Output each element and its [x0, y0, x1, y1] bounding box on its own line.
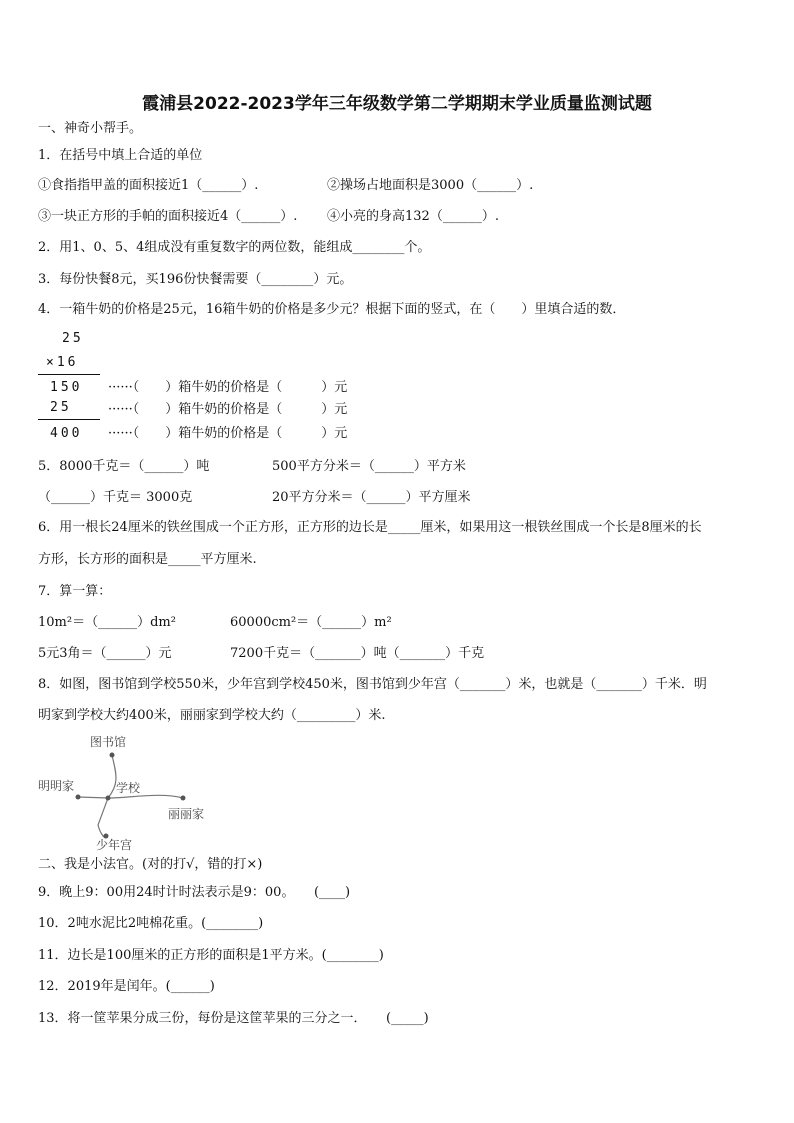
q7-item-c: 5元3角＝（______）元 — [38, 646, 172, 661]
q7-item-a: 10m²＝（______）dm² — [38, 615, 176, 630]
road-mingming-lili — [78, 795, 183, 798]
q8-line-1: 8．如图，图书馆到学校550米，少年宫到学校450米，图书馆到少年宫（_______）米，也就是（_______）千米．明 — [38, 677, 707, 692]
q7-stem: 7．算一算： — [38, 584, 112, 599]
label-mingming: 明明家 — [38, 779, 75, 793]
calc-note-3: ······（ ）箱牛奶的价格是（ ）元 — [108, 426, 348, 441]
q11-text: 11．边长是100厘米的正方形的面积是1平方米。(________) — [38, 948, 384, 963]
q5-item-b: 500平方分米＝（______）平方米 — [272, 459, 466, 474]
location-map — [30, 728, 230, 854]
q6-line-2: 方形，长方形的面积是_____平方厘米. — [38, 552, 257, 567]
q9-text: 9．晚上9：00用24时计时法表示是9：00。 (____) — [38, 885, 351, 900]
label-library: 图书馆 — [90, 735, 127, 749]
label-lili: 丽丽家 — [168, 807, 205, 821]
calc-rule-2 — [38, 419, 100, 420]
q1-item-b: ②操场占地面积是3000（______）. — [327, 178, 534, 193]
q6-line-1: 6．用一根长24厘米的铁丝围成一个正方形，正方形的边长是_____厘米，如果用这一根铁丝围成一个长是8厘米的长 — [38, 520, 702, 535]
q1-stem: 1．在括号中填上合适的单位 — [38, 148, 203, 163]
label-school: 学校 — [116, 781, 141, 795]
calc-note-1: ······（ ）箱牛奶的价格是（ ）元 — [108, 380, 348, 395]
q2-text: 2．用1、0、5、4组成没有重复数字的两位数，能组成________个。 — [38, 240, 431, 255]
q10-text: 10．2吨水泥比2吨棉花重。(________) — [38, 916, 264, 931]
q1-item-c: ③一块正方形的手帕的面积接近4（______）. — [38, 209, 298, 224]
school-dot — [106, 796, 111, 801]
q8-line-2: 明家到学校大约400米，丽丽家到学校大约（_________）米. — [38, 708, 386, 723]
calc-row-result: 400 — [50, 426, 83, 441]
section-2-heading: 二、我是小法官。(对的打√，错的打×) — [38, 857, 263, 872]
q4-stem: 4．一箱牛奶的价格是25元，16箱牛奶的价格是多少元？根据下面的竖式，在（ ）里填合适的数． — [38, 302, 626, 317]
library-dot — [110, 753, 115, 758]
calc-row-multiplicand: 25 — [62, 331, 84, 346]
page-title: 霞浦县2022-2023学年三年级数学第二学期期末学业质量监测试题 — [142, 94, 652, 114]
q1-item-a: ①食指指甲盖的面积接近1（______）. — [38, 178, 259, 193]
calc-note-2: ······（ ）箱牛奶的价格是（ ）元 — [108, 402, 348, 417]
q5-item-a: 5．8000千克＝（______）吨 — [38, 459, 210, 474]
q3-text: 3．每份快餐8元，买196份快餐需要（________）元。 — [38, 272, 353, 287]
section-1-heading: 一、神奇小帮手。 — [38, 121, 143, 136]
q7-item-d: 7200千克＝（_______）吨（_______）千克 — [230, 646, 485, 661]
calc-row-partial-2: 25 — [50, 400, 72, 415]
label-youth: 少年宫 — [96, 838, 133, 852]
mingming-dot — [76, 795, 81, 800]
q7-item-b: 60000cm²＝（______）m² — [230, 615, 392, 630]
calc-rule-1 — [38, 374, 100, 375]
q12-text: 12．2019年是闰年。(______) — [38, 979, 215, 994]
q5-item-c: （______）千克＝ 3000克 — [38, 490, 193, 505]
q13-text: 13．将一筐苹果分成三份，每份是这筐苹果的三分之一． (_____) — [38, 1011, 429, 1026]
q1-item-d: ④小亮的身高132（______）. — [327, 209, 499, 224]
calc-row-partial-1: 150 — [50, 380, 83, 395]
lili-dot — [181, 796, 186, 801]
q5-item-d: 20平方分米＝（______）平方厘米 — [272, 490, 471, 505]
calc-row-multiplier: ×16 — [46, 355, 79, 370]
